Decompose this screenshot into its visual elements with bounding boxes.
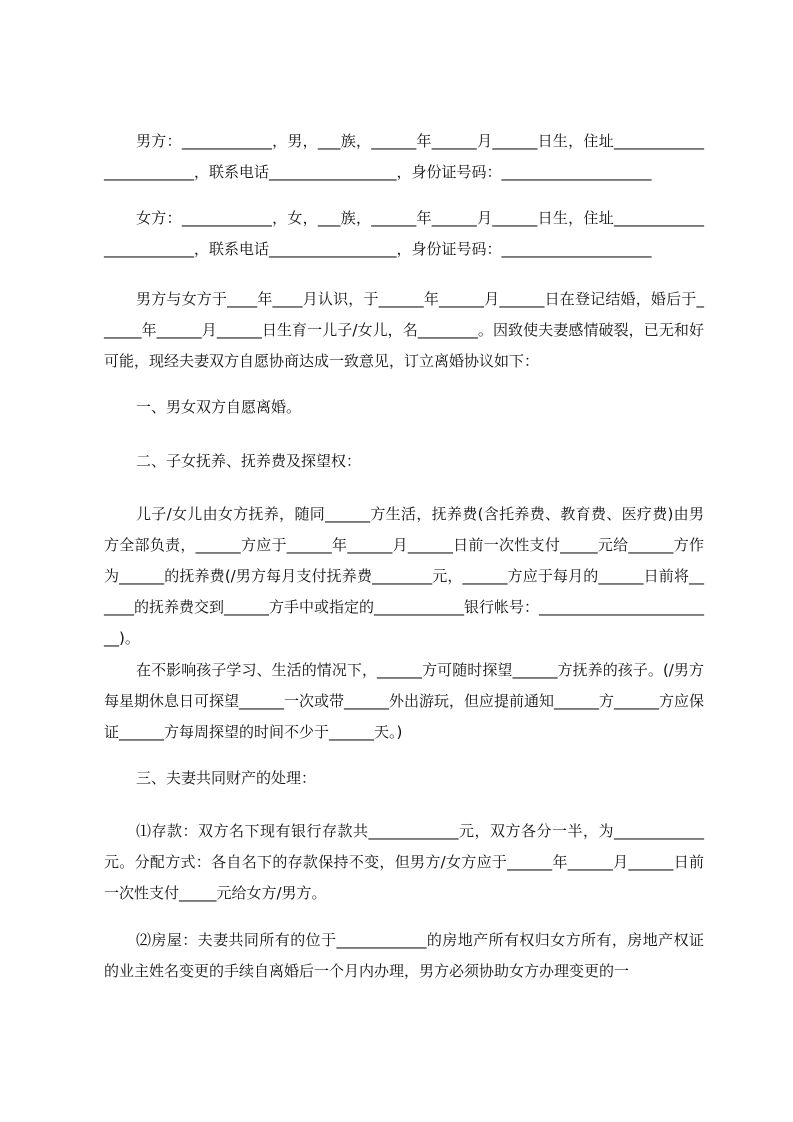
visitation-paragraph: 在不影响孩子学习、生活的情况下，______方可随时探望______方抚养的孩子。(/男方每星期休息日可探望______一次或带______外出游玩，但应提前通知______方______方应保证______方每周探望的时间不少于______天。) bbox=[104, 661, 705, 741]
marriage-background-paragraph: 男方与女方于____年____月认识，于______年______月______日在登记结婚，婚后于______年______月______日生育一儿子/女儿，名________。因致使夫妻感情破裂，已无和好可能，现经夫妻双方自愿协商达成一致意见，订立离婚协议如下： bbox=[104, 290, 704, 370]
child-support-paragraph: 儿子/女儿由女方抚养，随同______方生活，抚养费(含托养费、教育费、医疗费)由男方全部负责，______方应于______年______月______日前一次性支付_____元给______方作为______的抚养费(/男方每月支付抚养费________元，______方应于每月的______日前将______的抚养费交到______方手中或指定的____________银行帐号：________________________)。 bbox=[104, 505, 705, 647]
section-three-heading: 三、夫妻共同财产的处理： bbox=[136, 769, 317, 787]
section-two-heading: 二、子女抚养、抚养费及探望权： bbox=[136, 452, 362, 470]
husband-info-paragraph: 男方：____________，男，___族，______年______月______日生，住址________________________，联系电话_________________，身份证号码：____________________ bbox=[104, 132, 704, 181]
wife-info-paragraph: 女方：____________，女，___族，______年______月______日生，住址________________________，联系电话_________________，身份证号码：____________________ bbox=[104, 209, 704, 258]
section-one-heading: 一、男女双方自愿离婚。 bbox=[136, 398, 302, 416]
savings-paragraph: ⑴存款：双方名下现有银行存款共____________元，双方各分一半，为____________元。分配方式：各自名下的存款保持不变，但男方/女方应于______年______月______日前一次性支付_____元给女方/男方。 bbox=[104, 822, 704, 902]
house-paragraph: ⑵房屋：夫妻共同所有的位于____________的房地产所有权归女方所有，房地产权证的业主姓名变更的手续自离婚后一个月内办理，男方必须协助女方办理变更的一 bbox=[104, 931, 704, 980]
